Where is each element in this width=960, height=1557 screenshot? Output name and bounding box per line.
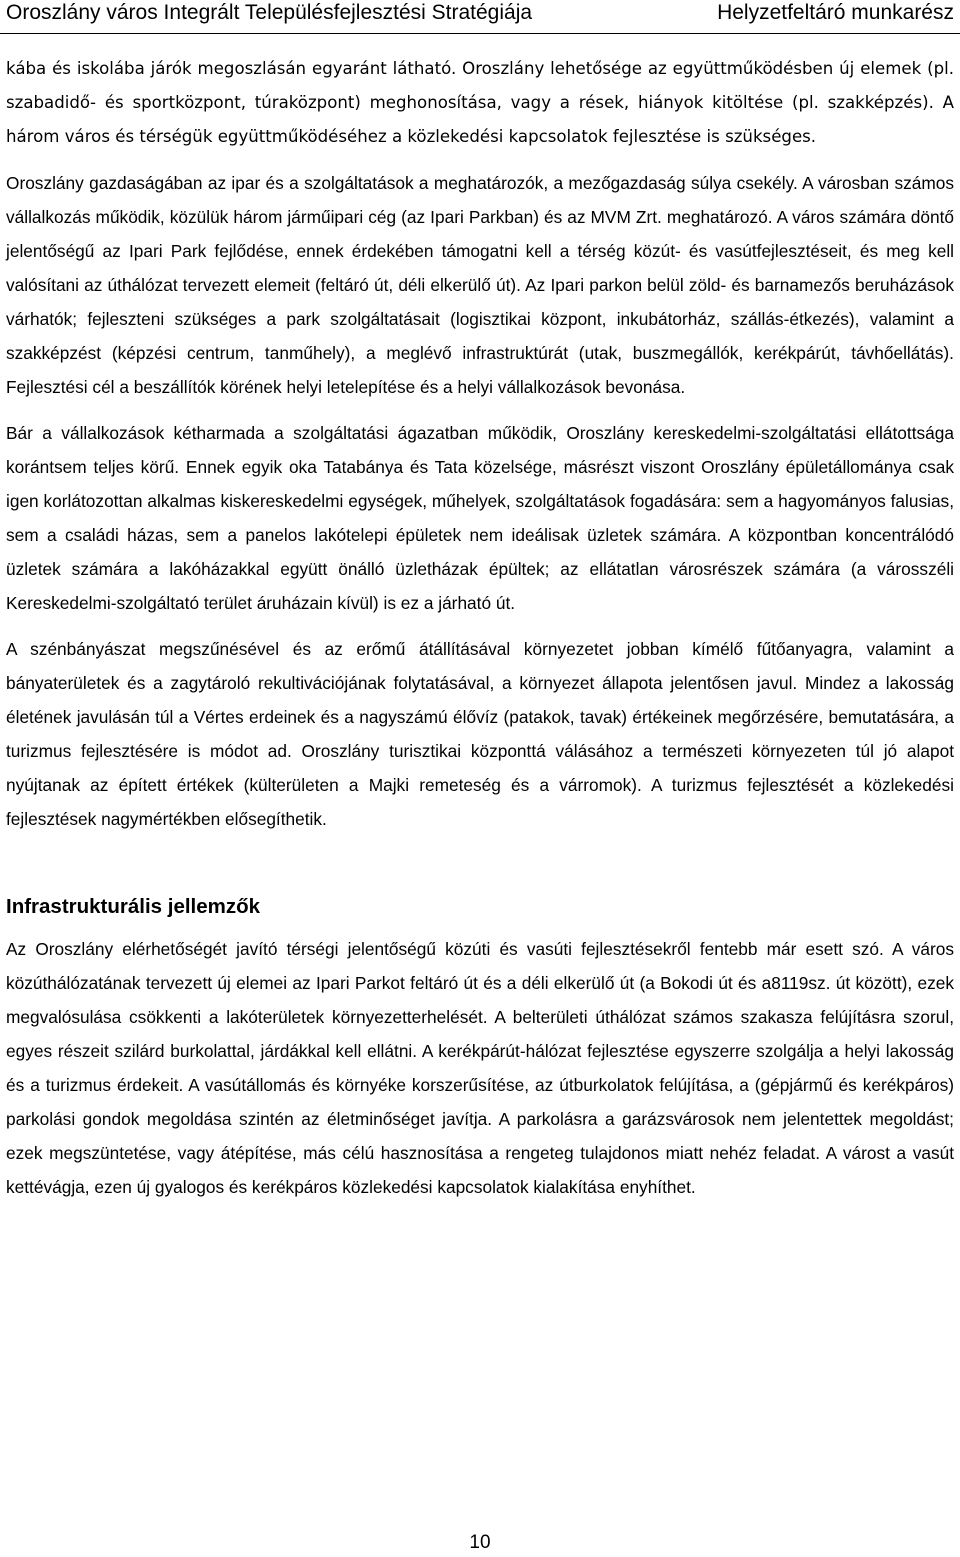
page-number: 10 xyxy=(469,1532,491,1553)
paragraph-1: kába és iskolába járók megoszlásán egyaránt látható. Oroszlány lehetősége az együttműködésben új elemek (pl. szabadidő- és sportközpont, túraközpont) meghonosítása, vagy a rések, hiányok kitöltése (pl. szakképzés). A három város és térségük együttműködéséhez a közlekedési kapcsolatok fejlesztése is szükséges. xyxy=(6,59,954,146)
section-paragraph: Az Oroszlány elérhetőségét javító térségi jelentőségű közúti és vasúti fejlesztésekről fentebb már esett szó. A város közúthálózatának tervezett új elemei az Ipari Parkot feltáró út és a déli elkerülő út (a Bokodi út és a8119sz. út között), ezek megvalósulása csökkenti a lakóterületek környezetterhelését. A belterületi úthálózat számos szakasza felújításra szorul, egyes részeit szilárd burkolattal, járdákkal kell ellátni. A kerékpárút-hálózat fejlesztése egyszerre szolgálja a helyi lakosság és a turizmus érdekeit. A vasútállomás és környéke korszerűsítése, az útburkolatok felújítása, a (gépjármű és kerékpáros) parkolási gondok megoldása szintén az életminőséget javítja. A parkolásra a garázsvárosok nem jelentettek megoldást; ezek megszüntetése, vagy átépítése, más célú hasznosítása a rengeteg tulajdonos miatt nehéz feladat. A várost a vasút kettévágja, ezen új gyalogos és kerékpáros közlekedési kapcsolatok kialakítása enyhíthet. xyxy=(6,939,954,1197)
section-heading: Infrastrukturális jellemzők xyxy=(6,895,261,918)
page-body xyxy=(6,52,954,1204)
paragraph-2: Oroszlány gazdaságában az ipar és a szolgáltatások a meghatározók, a mezőgazdaság súlya csekély. A városban számos vállalkozás működik, közülük három járműipari cég (az Ipari Parkban) és az MVM Zrt. meghatározó. A város számára döntő jelentőségű az Ipari Park fejlődése, ennek érdekében támogatni kell a térség közút- és vasútfejlesztéseit, és meg kell valósítani az úthálózat tervezett elemeit (feltáró út, déli elkerülő út). Az Ipari parkon belül zöld- és barnamezős beruházások várhatók; fejleszteni szükséges a park szolgáltatásait (logisztikai központ, inkubátorház, szállás-étkezés), valamint a szakképzést (képzési centrum, tanműhely), a meglévő infrastruktúrát (utak, buszmegállók, kerékpárút, távhőellátás). Fejlesztési cél a beszállítók körének helyi letelepítése és a helyi vállalkozások bevonása. xyxy=(6,173,954,397)
paragraph-3: Bár a vállalkozások kétharmada a szolgáltatási ágazatban működik, Oroszlány kereskedelmi-szolgáltatási ellátottsága korántsem teljes körű. Ennek egyik oka Tatabánya és Tata közelsége, másrészt viszont Oroszlány épületállománya csak igen korlátozottan alkalmas kiskereskedelmi egységek, műhelyek, szolgáltatások fogadására: sem a hagyományos falusias, sem a családi házas, sem a panelos lakótelepi épületek nem ideálisak üzletek számára. A központban koncentrálódó üzletek számára a lakóházakkal együtt önálló üzletházak épültek; az ellátatlan városrészek számára (a városszéli Kereskedelmi-szolgáltató terület áruházain kívül) is ez a járható út. xyxy=(6,423,954,613)
paragraph-4: A szénbányászat megszűnésével és az erőmű átállításával környezetet jobban kímélő fűtőanyagra, valamint a bányaterületek és a zagytároló rekultivációjának folytatásával, a környezet állapota jelentősen javul. Mindez a lakosság életének javulásán túl a Vértes erdeinek és a nagyszámú élővíz (patakok, tavak) értékeinek megőrzésére, bemutatására, a turizmus fejlesztésére is módot ad. Oroszlány turisztikai központtá válásához a természeti környezeten túl jó alapot nyújtanak az épített értékek (külterületen a Majki remeteség és a várromok). A turizmus fejlesztését a közlekedési fejlesztések nagymértékben elősegíthetik. xyxy=(6,639,954,829)
page-header xyxy=(0,0,960,34)
document-section-label: Helyzetfeltáró munkarész xyxy=(717,1,954,24)
document-title: Oroszlány város Integrált Településfejlesztési Stratégiája xyxy=(6,1,533,24)
